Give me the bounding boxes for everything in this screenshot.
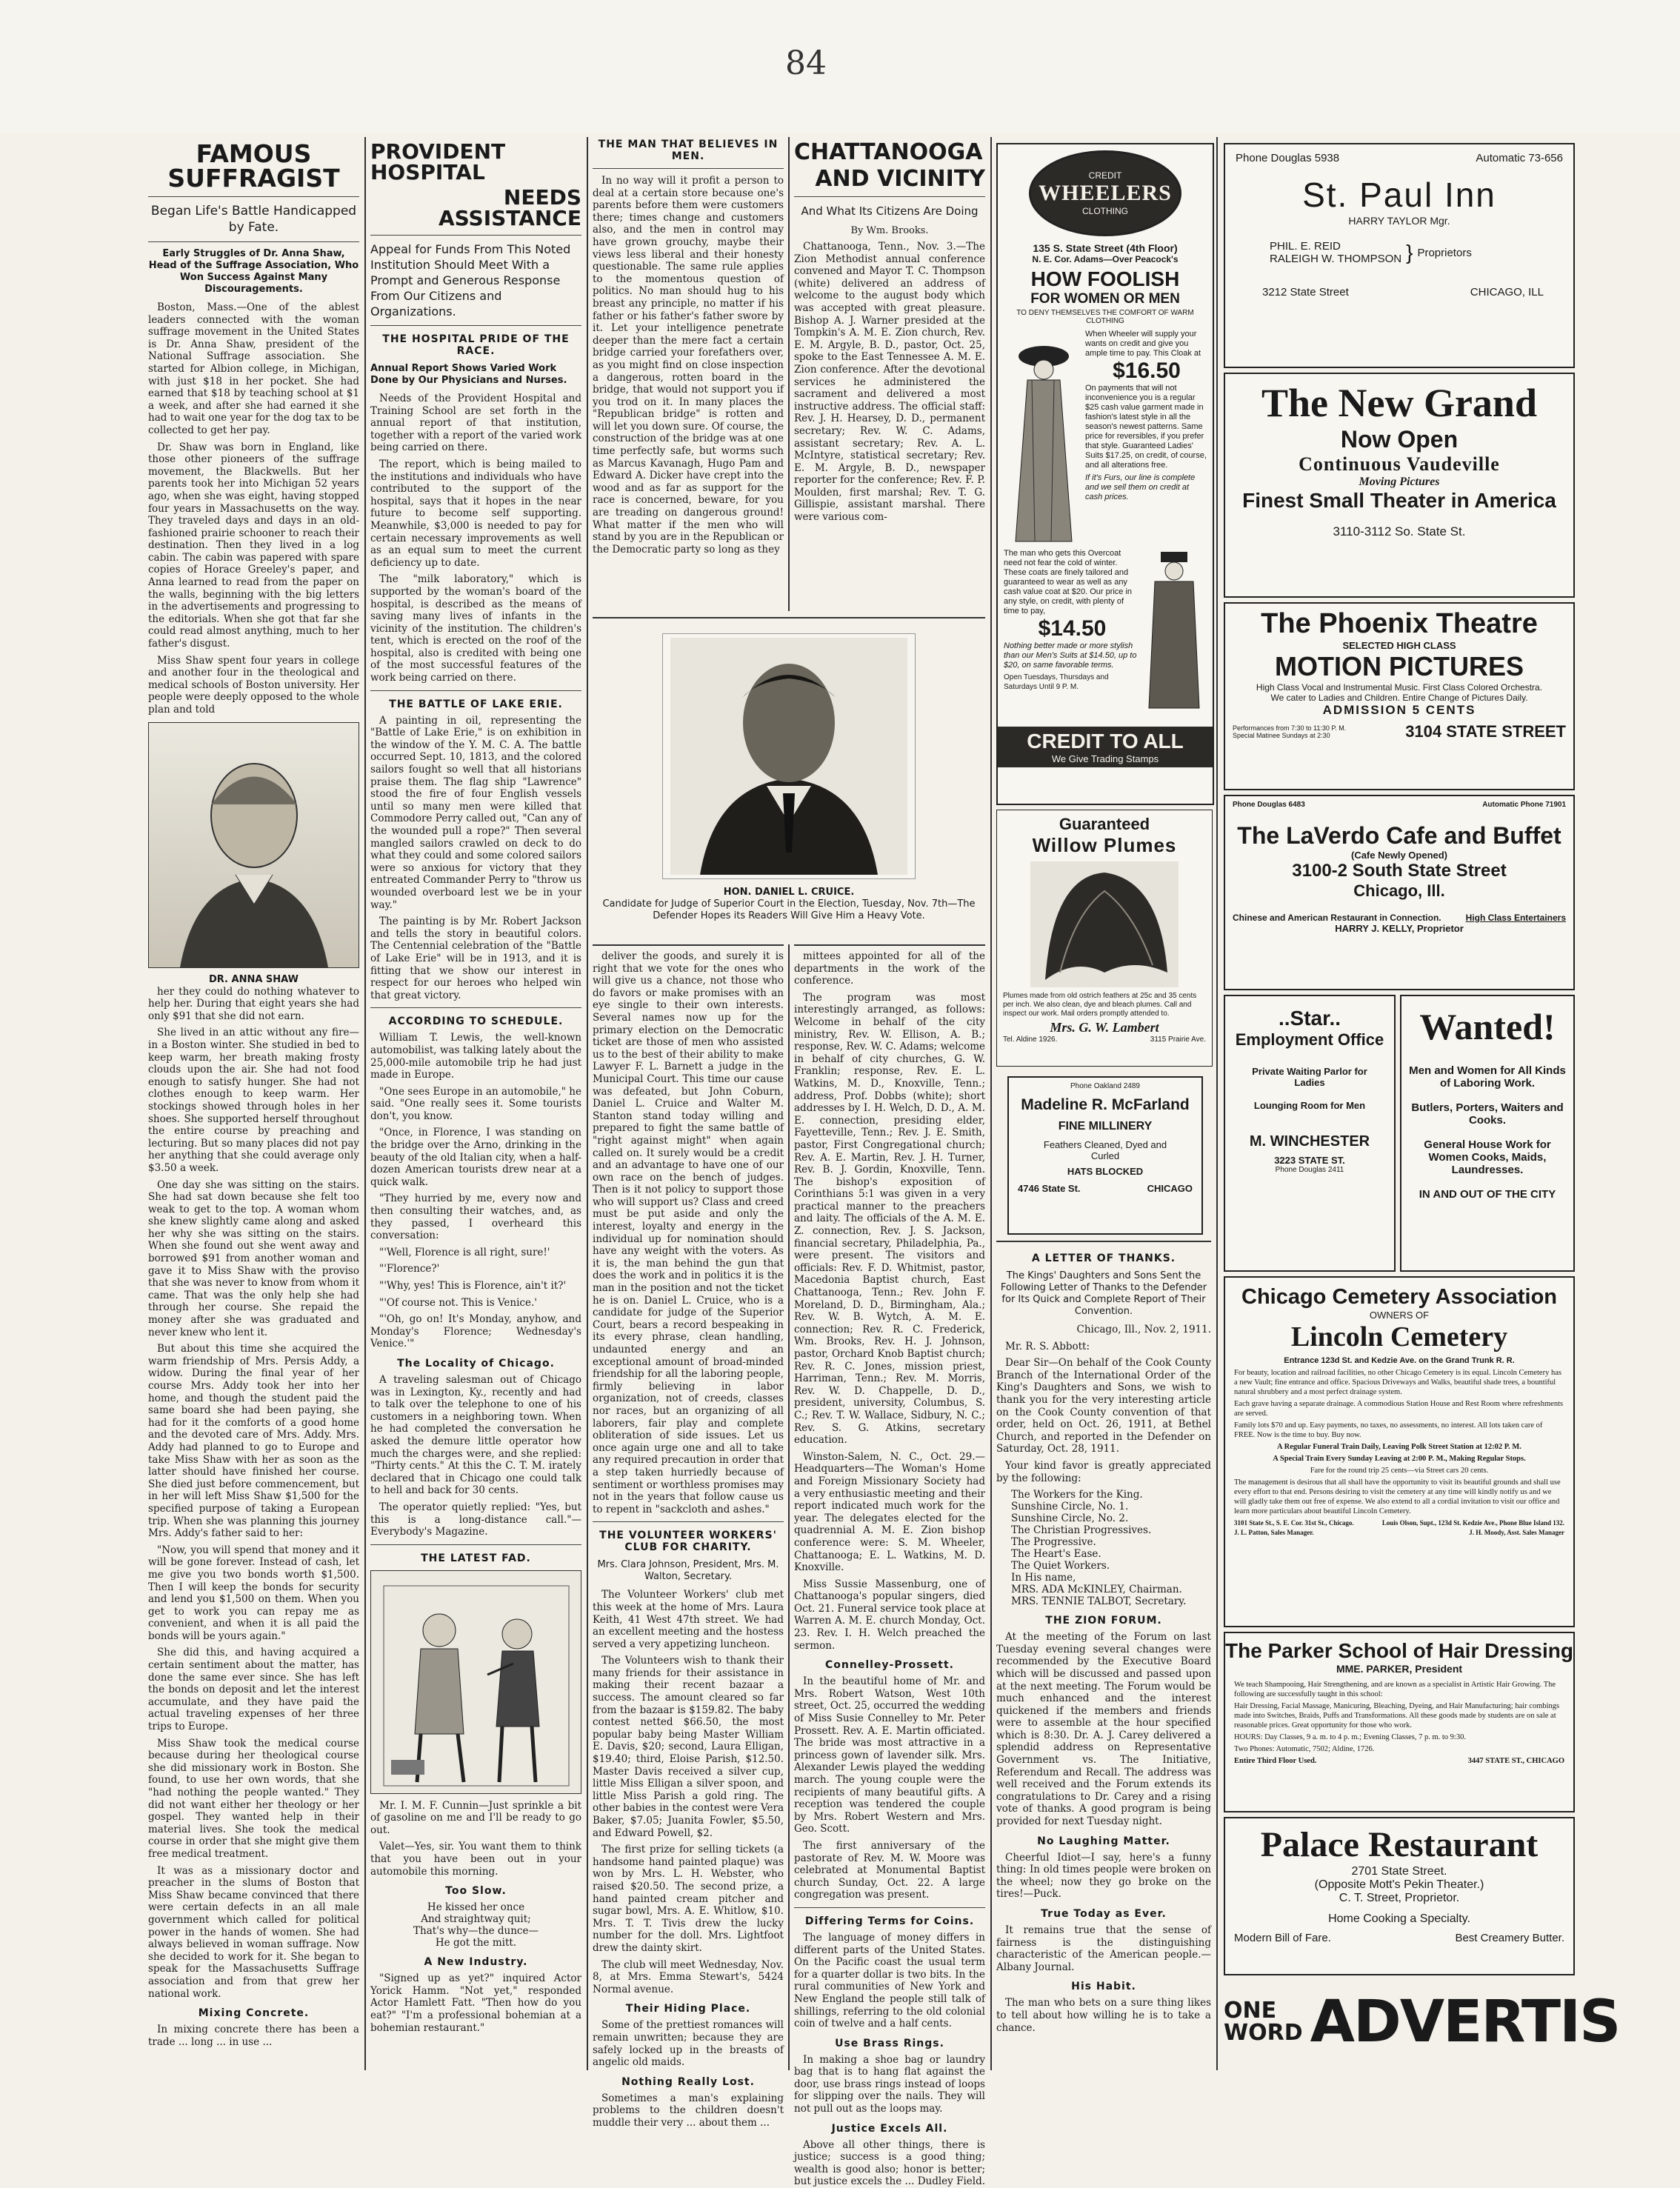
- wedding-head: Connelley-Prossett.: [825, 1659, 954, 1672]
- paragraph: The club will meet Wednesday, Nov. 8, at Mrs. Emma Stewart's, 5424 Normal avenue.: [593, 1958, 784, 1995]
- ad-millinery: Phone Oakland 2489 Madeline R. McFarland FINE MILLINERY Feathers Cleaned, Dyed and Curled HATS BLOCKED 4746 State St. CHICAGO: [1007, 1076, 1203, 1235]
- paragraph: She did this, and having acquired a certain sentiment about the matter, has done the same ever since. She has left the bonds on deposit and let the interest accumulate, and they have paid the actual traveling expenses of her three trips to Europe.: [148, 1647, 359, 1733]
- cartoon-latest-fad: [370, 1570, 581, 1794]
- paragraph: Chattanooga, Tenn., Nov. 3.—The Zion Methodist annual conference convened and Mayor T. C. Thompson (white) delivered an address of welcome to the august body which was accepted with great pleasure. Bishop A. J. Warner presided at the Tompkin's A. M. E. Zion church, Rev. E. M. Argyle, B. D., pastor, Oct. 25, spoke to the East Tennessee A. M. E. Zion conference. After the devotional services he administered the sacrament and delivered a most instructive address. The official staff: Rev. J. H. Hearsey, D. D., permanent secretary; Rev. W. C. Adams, assistant secretary; Rev. A. L. McIntyre, statistical secretary; Rev. E. M. Argyle, B. D., newspaper reporter for the conference; Rev. F. P. Moulden, first marshal; Rev. T. G. Gillispie, assistant marshal. There were various com-: [794, 241, 985, 524]
- nothing-head: Nothing Really Lost.: [621, 2075, 755, 2088]
- club-head: THE VOLUNTEER WORKERS' CLUB FOR CHARITY.: [599, 1530, 777, 1554]
- mixing-head: Mixing Concrete.: [198, 2007, 310, 2020]
- paragraph: Miss Shaw spent four years in college and another four in the theological and medical schools of Boston university. Her people were deeply opposed to the whole plan and told: [148, 654, 359, 716]
- club-deck: Mrs. Clara Johnson, President, Mrs. M. Walton, Secretary.: [597, 1559, 779, 1583]
- portrait-anna-shaw: [148, 722, 359, 968]
- justice-head: Justice Excels All.: [831, 2122, 948, 2135]
- paragraph: The language of money differs in different parts of the United States. On the Pacific coast the usual term for a quarter dollar is two bits. In the rural communities of New York and New England the people still talk of shillings, referring to the old colonial coin of twelve and a half cents.: [794, 1931, 985, 2030]
- column-lower-5: A LETTER OF THANKS. The Kings' Daughters and Sons Sent the Following Letter of Thanks to the Defender for Its Quick and Complete Report of Their Convention. Chicago, Ill., Nov. 2, 1911. Mr. R. S. Abbott: Dear Sir—On behalf of the Cook County Branch of the International Order of the King's Daughters and Sons, we wish to thank you for the very interesting article on the Cook County convention of that order, held on Oct. 26, 1911, at Bethel Church, and reported in the Defender on Saturday, Oct. 28, 1911. Your kind favor is greatly appreciated by the following: The Workers for the King. Sunshine Circle, No. 1. Sunshine Circle, No. 2. The Christian Progressives. The Progressive. The Heart's Ease. The Quiet Workers. In His name, MRS. ADA McKINLEY, Chairman. MRS. TENNIE TALBOT, Secretary. THE ZION FORUM. At the meeting of the Forum on last Tuesday evening several changes were recommended by the Executive Board which will be discussed and passed upon at the next meeting. The Forum would be much enhanced and the interest quickened if the members and friends were to assemble at the hour specified which is 8:30. Dr. A. J. Carey delivered a splendid address on Representative Government vs. The Initiative, Referendum and Recall. The address was well received and the Forum extends its congratulations to Dr. Carey and a rising vote of thanks. A good program is being provided for next Tuesday night. No Laughing Matter. Cheerful Idiot—I say, here's a funny thing: In old times people were broken on the wheel; now they go broke on the tires!—Puck. True Today as Ever. It remains true that the sense of fairness is the distinguishing characteristic of the American people.—Albany Journal. His Habit. The man who bets on a sure thing likes to tell about how willing he is to take a chance.: [996, 1241, 1211, 2075]
- price-overcoat: $14.50: [1038, 616, 1107, 641]
- paragraph: One day she was sitting on the stairs. She had sat down because she felt too weak to get to the top. A woman whom she knew slightly came along and asked her why she was sitting on the stairs. When she found out she went away and borrowed $91 from another woman and gave it to Miss Shaw with the proviso that she was never to know from whom it came. That was the only help she had through her course. She repaid the money after she was graduated and never knew who lent it.: [148, 1178, 359, 1338]
- paragraph: deliver the goods, and surely it is right that we vote for the ones who will give us a chance, not those who do favors or make promises with an eye single to their own interests. Several names now up for the primary election on the Democratic ticket are those of men who assisted us to the best of their ability to make Lawyer F. L. Barnett a judge in the Municipal Court. This time our cause was defeated, but John Coburn, Daniel L. Cruice and Walter M. Stanton stand today willing and prepared to fight the same battle of "right against might" when again called on. It surely would be a credit and an advantage to have one of our own race on the bench of judges. Then is it not policy to support those who will support us? Class and creed must be put aside and only the interest, loyalty and energy in the individual up for nomination should have any weight with the voters. As it is, the man behind the gun that does the work and in politics it is the man in the position and not the ticket he is on. Daniel L. Cruice, who is a candidate for judge of the Superior Court, bears a record bespeaking in its every phrase, clean handling, undaunted energy and an exceptional amount of broad-minded friendship for all the laboring people, firmly believing in labor organization, not of creeds, classes nor races, but an organizing of all laborers, fair play and complete obliteration of side issues. Let us once again urge one and all to take any required precaution in order that a step taken hurriedly because of sentiment or worthless promises may not in the years that follow cause us to repent in "sackcloth and ashes.": [593, 950, 784, 1515]
- photo-caption-name: HON. DANIEL L. CRUICE.: [723, 887, 855, 898]
- paragraph: The program was most interestingly arranged, as follows: Welcome in behalf of the city ministry, Rev. W. Ellison, A. B.; response, Rev. W. C. Adams; welcome in behalf of city churches, G. W. Franklin; response, Rev. E. L. Watkins, M. D., Knoxville, Tenn.; address, Prof. Dobbs (white); short addresses by I. H. Welch, D. D., A. M. E. connection, presiding elder, Fayetteville, Tenn.; Rev. J. E. Smith, pastor, First Congregational church; Rev. A. E. Martin, Rev. J. H. Turner, Rev. B. J. Gordin, Knoxville, Tenn. The bishop's exposition of Corinthians 5:1 was given in a very practical manner to the preachers and laity. The officials of the A. M. E. Z. connection, Rev. J. S. Jackson, financial secretary, Philadelphia, Pa., were present. The visitors and officials: Rev. F. D. Whitmist, pastor, Macedonia Baptist church, East Chattanooga, Tenn.; Rev. John F. Moreland, D. D., Birmingham, Ala.; Rev. W. B. Wytch, A. M. E. connection; Rev. R. C. Frederick, Wm. Brooks, Rev. H. J. Johnson, pastor, Orchard Knob Baptist church; Rev. R. C. Jones, mission priest, Harriman, Tenn.; Rev. M. Morris, Rev. W. D. Chappelle, D. D., president, university, Columbus, S. C.; Rev. T. W. Wallace, Sidbury, N. C.; Rev. S. G. Atkins, secretary education.: [794, 991, 985, 1447]
- paragraph: The first prize for selling tickets (a handsome hand painted plaque) was won by Mrs. L. H. Webster, who raised $20.50. The second prize, a hand painted cream pitcher and sugar bowl, Mrs. A. E. Whitlow, $10. Mrs. T. T. Tivis drew the lucky number for the doll. Mrs. Lightfoot drew the dainty skirt.: [593, 1844, 784, 1954]
- headline-2: NEEDS ASSISTANCE: [438, 185, 581, 230]
- paragraph: Sometimes a man's explaining problems to the children doesn't muddle their very ... about them ...: [593, 2092, 784, 2129]
- paragraph: "They hurried by me, every now and then consulting their watches, and, as they passed, I overheard this conversation:: [370, 1193, 581, 1242]
- column-man-believes: [593, 137, 784, 611]
- paragraph: The painting is by Mr. Robert Jackson and tells the story in beautiful colors. The Centennial celebration of the "Battle of Lake Erie" will be in 1913, and it is fitting that we show our interest in respect for our heroes who helped win that great victory.: [370, 915, 581, 1001]
- ad-st-paul-inn: Phone Douglas 5938 Automatic 73-656 St. Paul Inn HARRY TAYLOR Mgr. PHIL. E. REID RALEIGH W. THOMPSON } Proprietors 3212 State Street CHICAGO, ILL: [1224, 143, 1575, 368]
- column-lower-4: [794, 944, 986, 2188]
- paragraph: The first anniversary of the pastorate of Rev. M. W. Moore was celebrated at Monumental Baptist church Sunday, Oct. 22. A large congregation was present.: [794, 1839, 985, 1901]
- subdeck: Annual Report Shows Varied Work Done by Our Physicians and Nurses.: [370, 363, 567, 386]
- newspaper-page: [148, 137, 1620, 2188]
- plume-image: [1030, 861, 1179, 987]
- paragraph: her they could do nothing whatever to help her. During that eight years she had only $91 that she did not earn.: [148, 985, 359, 1022]
- coins-head: Differing Terms for Coins.: [804, 1915, 975, 1927]
- ad-phoenix-theatre: The Phoenix Theatre SELECTED HIGH CLASS MOTION PICTURES High Class Vocal and Instrumental Music. First Class Colored Orchestra. We cater to Ladies and Children. Entire Change of Pictures Daily. ADMISSION 5 CENTS Performances from 7:30 to 11:30 P. M. Special Matinee Sundays at 2:30 3104 STATE STREET: [1224, 602, 1575, 790]
- cruice-photo: [662, 633, 916, 879]
- column-hospital: [370, 137, 581, 2070]
- top-margin: [0, 0, 1680, 133]
- paragraph: In the beautiful home of Mr. and Mrs. Robert Watson, West 10th street, Oct. 25, occurred the wedding of Miss Susie Connelley to Mr. Peter Prossett. Rev. A. E. Martin officiated. The bride was most attractive in a princess gown of lavender silk. Mrs. Alexander Lewis played the wedding march. The young couple were the recipients of many beautiful gifts. A reception was tendered the couple by Mrs. Robert Western and Mrs. Geo. Scott.: [794, 1675, 985, 1835]
- paragraph: Some of the prettiest romances will remain unwritten; because they are safely locked up in the breasts of angelic old maids.: [593, 2019, 784, 2069]
- erie-head: THE BATTLE OF LAKE ERIE.: [389, 698, 563, 710]
- tooslow-head: Too Slow.: [445, 1885, 507, 1898]
- deck: And What Its Citizens Are Doing: [801, 204, 979, 218]
- paragraph: Valet—Yes, sir. You want them to think that you have been out in your automobile this morning.: [370, 1841, 581, 1878]
- paragraph: The "milk laboratory," which is supported by the woman's board of the hospital, is described as the means of saving many lives of infants in the vicinity of the institution. The children's tent, which is erected on the roof of the hospital, also is credited with being one of the most successful features of the work being carried on there.: [370, 573, 581, 684]
- paragraph: "Signed up as yet?" inquired Actor Yorick Hamm. "Not yet," responded Actor Hamlett Fatt. "Then how do you eat?" "I'm a professional bohemian at a bohemian restaurant.": [370, 1972, 581, 2034]
- paragraph: Above all other things, there is justice; success is a good thing; wealth is good also; honor is better; but justice excels the ... Dudley Field.: [794, 2138, 986, 2188]
- paragraph: William T. Lewis, the well-known automobilist, was talking lately about the 25,000-mile automobile trip he had just made in Europe.: [370, 1032, 581, 1081]
- paragraph: "Once, in Florence, I was standing on the bridge over the Arno, drinking in the beauty of the old Italian city, when a half-dozen American tourists drew near at a quick walk.: [370, 1127, 581, 1188]
- paragraph: "Now, you will spend that money and it will be gone forever. Instead of cash, let me give you two bonds worth $1,500. Then I will keep the bonds for security and lend you $1,500 on them. When you get to work you can repay me as convenient, and when it is all paid the bonds will be yours again.": [148, 1544, 359, 1642]
- ad-palace-restaurant: Palace Restaurant 2701 State Street. (Opposite Mott's Pekin Theater.) C. T. Street, Proprietor. Home Cooking a Specialty. Modern Bill of Fare. Best Creamery Butter.: [1224, 1817, 1575, 1975]
- paragraph: "'Oh, go on! It's Monday, anyhow, and Monday's Florence; Wednesday's Venice.'": [370, 1313, 581, 1350]
- paragraph: Needs of the Provident Hospital and Training School are set forth in the annual report of that institution, together with a report of the varied work being carried on there.: [370, 393, 581, 454]
- locality-head: The Locality of Chicago.: [397, 1357, 555, 1370]
- paragraph: The report, which is being mailed to the institutions and individuals who have contributed to the support of the hospital, says that it hopes in the near future to become self supporting. Meanwhile, $3,000 is needed to pay for certain necessary improvements as well as an equal sum to meet the current deficiency up to date.: [370, 458, 581, 569]
- subhead: THE HOSPITAL PRIDE OF THE RACE.: [382, 333, 570, 357]
- ad-laverdo-cafe: Phone Douglas 6483 Automatic Phone 71901 The LaVerdo Cafe and Buffet (Cafe Newly Opened) 3100-2 South State Street Chicago, Ill. Chinese and American Restaurant in Connection. High Class Entertainers HARRY J. KELLY, Proprietor: [1224, 795, 1575, 990]
- paragraph: Boston, Mass.—One of the ablest leaders connected with the woman suffrage movement in the United States is Dr. Anna Shaw, president of the National Suffrage association. She started for Albion college, in Michigan, with just $18 in her pocket. She had earned that $18 by teaching school at $1 a week, and after she had earned it she had to wait one year for the dog tax to be collected to get her pay.: [148, 301, 359, 436]
- paragraph: Dr. Shaw was born in England, like those other pioneers of the suffrage movement, the Blackwells. But her parents took her into Michigan 52 years ago, when she was eight, having stopped four years in Massachusetts on the way. They traveled days and days in an old-fashioned prairie schooner to reach their destination. Then they lived in a log cabin. The cabin was papered with spare copies of Horace Greeley's paper, and Anna learned to read from the paper on the walls, beginning with the big letters in the advertisements and progressing to the editorials. When she got that far she could read almost anything, much to her father's disgust.: [148, 441, 359, 650]
- headline-1: CHATTANOOGA: [794, 139, 983, 165]
- headline: FAMOUS SUFFRAGIST: [167, 139, 340, 193]
- paragraph: "'Why, yes! This is Florence, ain't it?': [379, 1280, 567, 1292]
- portrait-drawing: [173, 745, 336, 967]
- subhead: Began Life's Battle Handicapped by Fate.: [150, 204, 357, 235]
- zion-head: THE ZION FORUM.: [1045, 1615, 1162, 1627]
- deck: Early Struggles of Dr. Anna Shaw, Head of the Suffrage Association, Who Won Success Against Many Discouragements.: [148, 248, 359, 295]
- paragraph: Miss Shaw took the medical course because during her theological course she did missionary work in Boston. She found, to use her own words, that she "had nothing the people wanted." They did not want either her theology or her gospel. They wanted help in their material lives. She took the medical course in order that she might give them free medical treatment.: [148, 1737, 359, 1860]
- column-suffragist: [148, 137, 359, 2070]
- ad-parker-school: The Parker School of Hair Dressing MME. PARKER, President We teach Shampooing, Hair Strengthening, and are known as a specialist in Artistic Hair Growing. The following are successfully taught in this school: Hair Dressing, Facial Massage, Manicuring, Bleaching, Dyeing, and Hair Manufacturing; hair combings made into Switches, Braids, Puffs and Transformations. All these goods made by students are on sale at reasonable prices. Great opportunity for those who work. HOURS: Day Classes, 9 a. m. to 4 p. m.; Evening Classes, 7 p. m. to 9:30. Two Phones: Automatic, 7502; Aldine, 1726. Entire Third Floor Used. 3447 STATE ST., CHICAGO: [1224, 1632, 1575, 1812]
- hiding-head: Their Hiding Place.: [625, 2003, 751, 2015]
- ad-new-grand: The New Grand Now Open Continuous Vaudeville Moving Pictures Finest Small Theater in America 3110-3112 So. State St.: [1224, 373, 1575, 598]
- ad-wheelers: CREDIT WHEELERS CLOTHING 135 S. State Street (4th Floor) N. E. Cor. Adams—Over Peacock's HOW FOOLISH FOR WOMEN OR MEN TO DENY THEMSELVES THE COMFORT OF WARM CLOTHING When Wheeler will supply your wants on credit and give you ample time to pay. This Cloak at $16.50 On payments that will not inconvenience you is a regular $25 cash value garment made in fashion's latest style in all the season's newest patterns. Same price for reversibles, if you prefer that style. Guaranteed Ladies' Suits $17.25, on credit, of course, and all alterations free. If it's Furs, our line is complete and we sell them on credit at cash prices. The man who gets this Overcoat need not fear the cold of winter. These coats are finely tailored and guaranteed to wear as well as any cash value coat at $20. Our price in any style, on credit, with plenty of time to pay, $14.50 Nothing better made or more stylish than our Men's Suits at $14.50, up to $20, on same favorable terms. Open Tuesdays, Thursdays and Saturdays Until 9 P. M. CREDIT TO ALL We Give Trading Stamps: [996, 143, 1214, 805]
- deck: Appeal for Funds From This Noted Institution Should Meet With a Prompt and Generous Response From Our Citizens and Organizations.: [370, 242, 571, 318]
- fad-head: THE LATEST FAD.: [421, 1552, 531, 1564]
- cartoon-caption: Mr. I. M. F. Cunnin—Just sprinkle a bit of gasoline on me and I'll be ready to go out.: [370, 1799, 581, 1836]
- paragraph: It was as a missionary doctor and preacher in the slums of Boston that Miss Shaw became convinced that there were certain defects in an all male government which called for political power in the hands of women. She had always believed in woman suffrage. Now she decided to work for it. She began to speak for the Massachusetts Suffrage association and from that grew her national work.: [148, 1864, 359, 2000]
- paragraph: mittees appointed for all of the departments in the work of the conference.: [794, 950, 985, 987]
- industry-head: A New Industry.: [424, 1956, 528, 1969]
- headline-2: AND VICINITY: [815, 166, 985, 192]
- paragraph: In mixing concrete there has been a trade ... long ... in use ...: [148, 2024, 359, 2048]
- verse: He kissed her once And straightway quit; That's why—the dunce— He got the mitt.: [413, 1901, 539, 1949]
- headline-1: PROVIDENT HOSPITAL: [370, 139, 506, 184]
- thanks-head: A LETTER OF THANKS.: [1031, 1253, 1176, 1264]
- head: THE MAN THAT BELIEVES IN MEN.: [598, 139, 779, 162]
- credit-banner: CREDIT TO ALL We Give Trading Stamps: [998, 727, 1213, 767]
- paragraph: "'Florence?': [379, 1263, 440, 1275]
- paragraph: The Volunteers wish to thank their many friends for their assistance in making their recent bazaar a success. The amount cleared so far from the bazaar is $159.82. The baby contest netted $66.50, the most popular baby being Master William E. Davis, $20; second, Laura Elligan, $19.40; third, Eloise Parish, $12.50. Master Davis received a silver cup, little Miss Elligan a silver spoon, and little Miss Parish a gold ring. The other babies in the contest were Vera Baker, $7.05; Juanita Fowler, $5.50, and Edward Powell, $2.: [593, 1655, 784, 1839]
- byline: By Wm. Brooks.: [850, 225, 929, 236]
- man-figure: [1140, 549, 1207, 712]
- paragraph: "'Well, Florence is all right, sure!': [379, 1246, 550, 1258]
- portrait-caption: DR. ANNA SHAW: [209, 973, 299, 985]
- cruice-photo-block: [593, 617, 985, 937]
- paragraph: "'Of course not. This is Venice.': [379, 1296, 537, 1309]
- ad-wanted: Wanted! Men and Women for All Kinds of Laboring Work. Butlers, Porters, Waiters and Cooks. General House Work for Women Cooks, Maids, Laundresses. IN AND OUT OF THE CITY: [1400, 995, 1575, 1272]
- column-lower-3: [593, 944, 784, 2129]
- one-word-advertisement-banner: ONE WORD ADVERTIS: [1224, 1989, 1620, 2055]
- paragraph: Winston-Salem, N. C., Oct. 29.—Headquarters—The Woman's Home and Foreign Missionary Society had a very enthusiastic meeting and their report indicated much work for the year. The delegates elected for the quadrennial A. M. E. Zion bishop conference were: S. M. Wheeler, Chattanooga; E. L. Watkins, M. D. Knoxville.: [794, 1450, 985, 1574]
- photo-caption-text: Candidate for Judge of Superior Court in the Election, Tuesday, Nov. 7th—The Defender Hopes its Readers Will Give Him a Heavy Vote.: [602, 898, 976, 921]
- paragraph: But about this time she acquired the warm friendship of Mrs. Persis Addy, a widow. During the final year of her course Mrs. Addy took her into her home, and though the student paid the same board she had been paying, she had for it the comforts of a good home and the devoted care of Mrs. Addy. Mrs. Addy had planned to go to Europe and take Miss Shaw with her as soon as the latter should have finished her course. She died just before commencement, but in her will left Miss Shaw $1,500 for the specified purpose of taking a European trip. When she was planning this journey Mrs. Addy's father said to her:: [148, 1343, 359, 1540]
- paragraph: A painting in oil, representing the "Battle of Lake Erie," is on exhibition in the window of the Y. M. C. A. The battle occurred Sept. 10, 1813, and the colored sailors fought so well that all historians praise them. The flag ship "Lawrence" stood the fire of four English vessels until so many men were killed that Commodore Perry called out, "Can any of the wounded pull a rope?" Then several mangled sailors crawled on deck to do what they could and some colored sailors were so anxious for victory that they entreated Commander Perry to "throw us wounded overboard lest we be in your way.": [370, 714, 581, 911]
- paragraph: Miss Sussie Massenburg, one of Chattanooga's popular singers, died Oct. 21. Funeral service took place at Warren A. M. E. church Monday, Oct. 23. Rev. I. H. Welch preached the sermon.: [794, 1578, 985, 1652]
- paragraph: The operator quietly replied: "Yes, but this is a long-distance call."—Everybody's Magazine.: [370, 1501, 581, 1538]
- paragraph: The Volunteer Workers' club met this week at the home of Mrs. Laura Keith, 41 West 47th street. We had an excellent meeting and the hostess served a very appetizing luncheon.: [593, 1589, 784, 1650]
- ad-chicago-cemetery: Chicago Cemetery Association OWNERS OF Lincoln Cemetery Entrance 123d St. and Kedzie Ave. on the Grand Trunk R. R. For beauty, location and railroad facilities, no other Chicago Cemetery is its equal. Lincoln Cemetery has a new Vault; fine entrance and office. Spacious Driveways and Walks, beautiful shade trees, a bountiful natural shrubbery and a most perfect drainage system. Each grave having a separate drainage. A commodious Station House and Rest Room where refreshments are served. Family lots $70 and up. Easy payments, no taxes, no assessments, no interest. All lots taken care of FREE. Now is the time to buy. Buy now. A Regular Funeral Train Daily, Leaving Polk Street Station at 12:02 P. M. A Special Train Every Sunday Leaving at 2:00 P. M., Making Regular Stops. Fare for the round trip 25 cents—via Street cars 20 cents. The management is desirous that all shall have the opportunity to visit its beautiful grounds and shall use every effort to that end. Persons desiring to visit the cemetery at any time will kindly notify us and we will gladly take them out free of expense. We also extend to all a cordial invitation to visit our office and learn more particulars about beautiful Lincoln Cemetery. 3101 State St., S. E. Cor. 31st St., Chicago. Louis Olson, Supt., 123d St. Kedzie Ave., Phone Blue Island 132. J. L. Patton, Sales Manager. J. H. Moody, Asst. Sales Manager: [1224, 1276, 1575, 1627]
- schedule-head: ACCORDING TO SCHEDULE.: [388, 1015, 564, 1028]
- brass-head: Use Brass Rings.: [835, 2037, 944, 2049]
- paragraph: "One sees Europe in an automobile," he said. "One really sees it. Some tourists don't, you know.: [370, 1085, 581, 1122]
- ad-willow-plumes: Guaranteed Willow Plumes Plumes made from old ostrich feathers at 25c and 35 cents per inch. We also clean, dye and bleach plumes. Call and inspect our work. Mail orders promptly attended to. Mrs. G. W. Lambert Tel. Aldine 1926. 3115 Prairie Ave.: [996, 810, 1213, 1067]
- paragraph: In no way will it profit a person to deal at a certain store because one's parents before them were customers there; times change and customers also, and the men in control may have grown grouchy, maybe their views less liberal and their honesty questionable. The same rule applies to the momentous question of politics. No man should hug to his breast any principle, no matter if his father or his father's father swore by it. Let your intelligence penetrate deeper than the mere fact a certain bridge carried your forefathers over, as you might find on close inspection a dangerous, rotten board in the bridge, that would not support you if you trod on it. In many places the "Republican bridge" is rotten and will let you down sure. Of course, the construction of the bridge was at one time perfectly safe, but worms such as Marcus Kavanagh, Hugo Pam and Edward A. Dicker have crept into the wood and as far as support for the race is concerned, beware, for you are treading on dangerous ground! What matter if the men who will stand by you are in the Republican or the Democratic party so long as they: [593, 175, 784, 556]
- paragraph: She lived in an attic without any fire—in a Boston winter. She studied in bed to keep warm, her breath making frosty clouds upon the air. She had not food enough to satisfy hunger. She had not clothes enough to keep warm. Her stockings showed through holes in her shoes. She supported herself throughout the entire course by preaching and lecturing. But so many places did not pay her anything that she could average only $3.50 a week.: [148, 1027, 359, 1174]
- wheelers-logo: CREDIT WHEELERS CLOTHING: [1029, 150, 1181, 236]
- ad-star-employment: ..Star.. Employment Office Private Waiting Parlor for Ladies Lounging Room for Men M. WINCHESTER 3223 STATE ST. Phone Douglas 2411: [1224, 995, 1396, 1272]
- column-chattanooga: [794, 137, 985, 611]
- photo-drawing: [670, 638, 907, 875]
- paragraph: In making a shoe bag or laundry bag that is to hang flat against the door, use brass rings instead of loops for slipping over the nails. They will not pull out as the loops may.: [794, 2053, 985, 2115]
- woman-figure: [1005, 334, 1079, 549]
- price-cloak: $16.50: [1113, 358, 1181, 383]
- paragraph: A traveling salesman out of Chicago was in Lexington, Ky., recently and had to talk over the telephone to one of his customers in a neighboring town. When he had completed the conversation he asked the demure little operator how much the charges were, and she replied: "Thirty cents." At this the C. T. M. irately declared that in Chicago one could talk to hell and back for 30 cents.: [370, 1373, 581, 1497]
- page-number: 84: [785, 44, 827, 82]
- cartoon-drawing: [376, 1578, 576, 1793]
